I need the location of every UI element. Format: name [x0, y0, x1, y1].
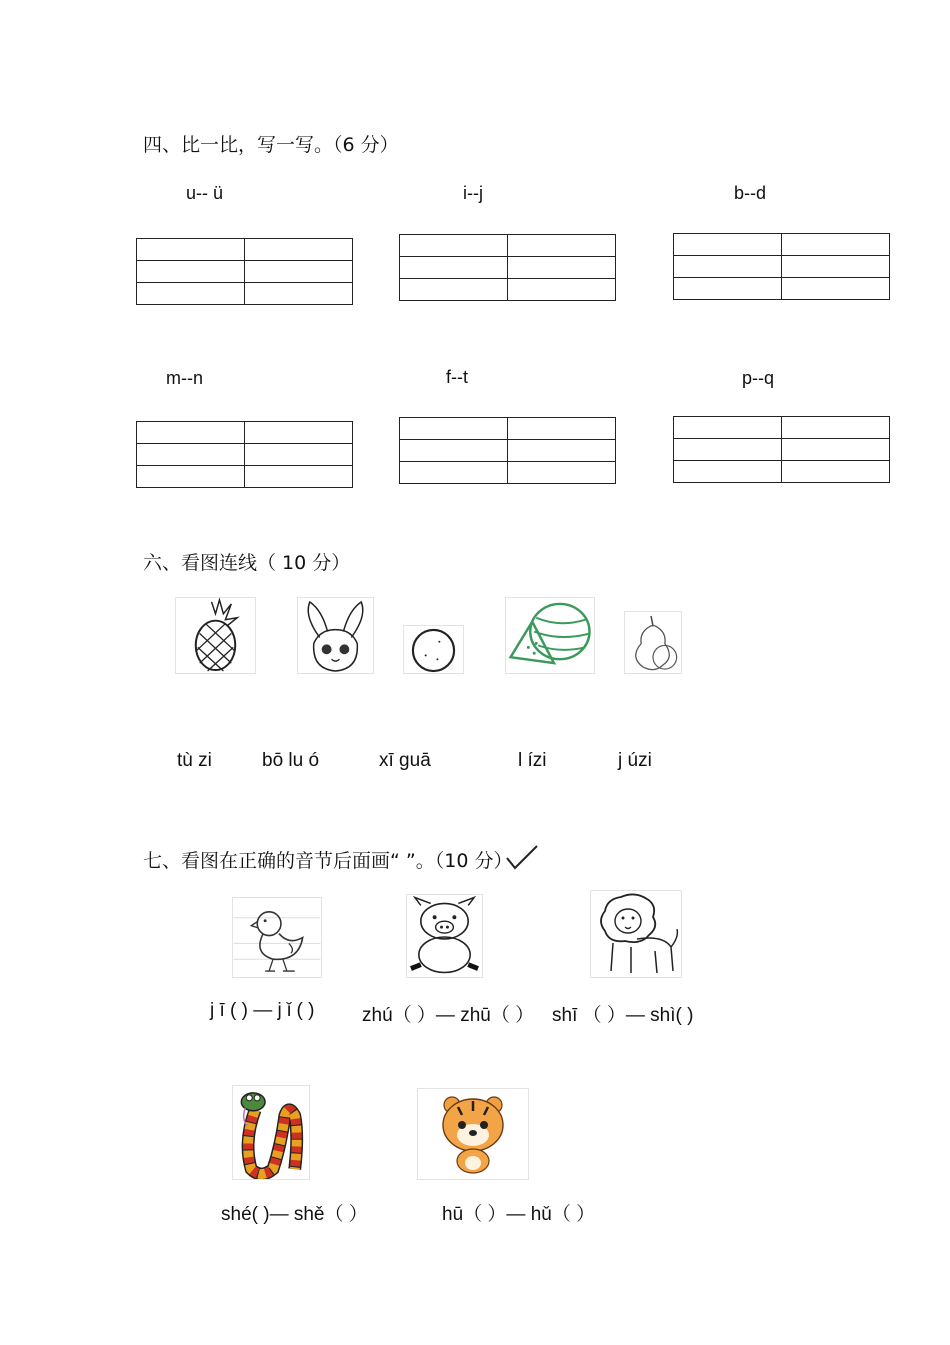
section4-title: 四、比一比，写一写。（6 分）: [143, 134, 399, 156]
section6-title: 六、看图连线（ 10 分）: [143, 552, 351, 574]
writing-grid-5[interactable]: [399, 417, 616, 484]
syllable-choice-tiger[interactable]: hū（ ）— hǔ（ ）: [442, 1204, 596, 1225]
pinyin-word-1: tù zi: [177, 750, 212, 771]
pear-icon[interactable]: [624, 611, 682, 674]
pinyin-word-2: bō lu ó: [262, 750, 320, 771]
rabbit-icon[interactable]: [297, 597, 374, 674]
letter-pair-6: p--q: [742, 368, 775, 388]
lion-icon[interactable]: [590, 890, 682, 978]
pinyin-word-3: xī guā: [379, 750, 431, 771]
writing-grid-3[interactable]: [673, 233, 890, 300]
syllable-choice-chick[interactable]: j ī ( ) — j ǐ ( ): [210, 1000, 315, 1021]
letter-pair-2: i--j: [463, 183, 483, 203]
pig-icon[interactable]: [406, 894, 483, 978]
tiger-icon[interactable]: [417, 1088, 529, 1180]
letter-pair-3: b--d: [734, 183, 767, 203]
pineapple-icon[interactable]: [175, 597, 256, 674]
letter-pair-5: f--t: [446, 367, 468, 387]
chick-icon[interactable]: [232, 897, 322, 978]
orange-icon[interactable]: [403, 625, 464, 674]
syllable-choice-lion[interactable]: shī （ ）— shì( ): [552, 1005, 694, 1026]
letter-pair-1: u-- ü: [186, 183, 224, 203]
snake-icon[interactable]: [232, 1085, 310, 1180]
writing-grid-2[interactable]: [399, 234, 616, 301]
checkmark-icon: [505, 844, 539, 870]
writing-grid-6[interactable]: [673, 416, 890, 483]
syllable-choice-pig[interactable]: zhú（ ）— zhū（ ）: [362, 1005, 535, 1026]
syllable-choice-snake[interactable]: shé( )— shě（ ）: [221, 1204, 368, 1225]
writing-grid-1[interactable]: [136, 238, 353, 305]
writing-grid-4[interactable]: [136, 421, 353, 488]
watermelon-icon[interactable]: [505, 597, 595, 674]
section7-title: 七、看图在正确的音节后面画“ ”。（10 分）: [143, 850, 513, 872]
letter-pair-4: m--n: [166, 368, 203, 388]
pinyin-word-4: l ízi: [518, 750, 547, 771]
pinyin-word-5: j úzi: [618, 750, 652, 771]
